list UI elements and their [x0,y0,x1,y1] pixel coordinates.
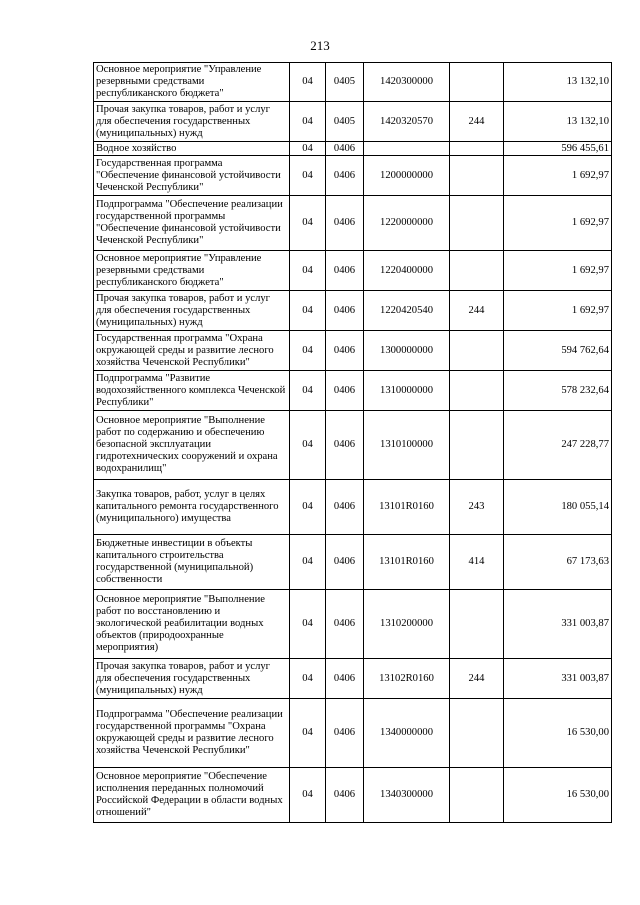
row-target-code: 1310000000 [364,371,450,411]
row-name: Основное мероприятие "Выполнение работ по восстановлению и экологической реабилитации водных объектов (природоохранные мероприятия) [94,590,290,659]
row-amount: 331 003,87 [504,590,612,659]
row-subsection-code: 0406 [326,291,364,331]
row-name: Водное хозяйство [94,142,290,156]
row-expense-type-code: 244 [450,102,504,142]
row-section-code: 04 [290,156,326,196]
budget-table-body [94,63,612,823]
row-target-code: 1220420540 [364,291,450,331]
row-name: Прочая закупка товаров, работ и услуг для обеспечения государственных (муниципальных) нужд [94,102,290,142]
row-target-code: 1310200000 [364,590,450,659]
row-target-code: 1310100000 [364,411,450,480]
row-subsection-code: 0406 [326,590,364,659]
row-amount: 13 132,10 [504,63,612,102]
table-row [94,291,612,331]
row-subsection-code: 0406 [326,196,364,251]
table-row [94,331,612,371]
row-expense-type-code: 414 [450,535,504,590]
row-section-code: 04 [290,411,326,480]
row-expense-type-code [450,251,504,291]
row-amount: 247 228,77 [504,411,612,480]
row-name: Основное мероприятие "Выполнение работ по содержанию и обеспечению безопасной эксплуатации гидротехнических сооружений и охрана водохранилищ" [94,411,290,480]
row-amount: 1 692,97 [504,291,612,331]
row-expense-type-code [450,63,504,102]
table-row [94,156,612,196]
row-expense-type-code: 244 [450,659,504,699]
row-name: Подпрограмма "Развитие водохозяйственного комплекса Чеченской Республики" [94,371,290,411]
row-target-code: 1220400000 [364,251,450,291]
row-name: Прочая закупка товаров, работ и услуг для обеспечения государственных (муниципальных) нужд [94,291,290,331]
row-section-code: 04 [290,768,326,823]
table-row [94,371,612,411]
row-expense-type-code [450,331,504,371]
row-expense-type-code [450,196,504,251]
row-amount: 1 692,97 [504,196,612,251]
row-section-code: 04 [290,535,326,590]
row-amount: 180 055,14 [504,480,612,535]
row-amount: 16 530,00 [504,699,612,768]
row-section-code: 04 [290,251,326,291]
table-row [94,590,612,659]
row-section-code: 04 [290,142,326,156]
row-target-code: 1220000000 [364,196,450,251]
row-name: Государственная программа "Обеспечение финансовой устойчивости Чеченской Республики" [94,156,290,196]
row-section-code: 04 [290,699,326,768]
row-subsection-code: 0406 [326,371,364,411]
row-subsection-code: 0406 [326,659,364,699]
row-expense-type-code [450,768,504,823]
table-row [94,196,612,251]
row-subsection-code: 0405 [326,102,364,142]
row-name: Подпрограмма "Обеспечение реализации государственной программы "Охрана окружающей среды и развитие лесного хозяйства Чеченской Республики" [94,699,290,768]
row-section-code: 04 [290,63,326,102]
row-section-code: 04 [290,480,326,535]
row-subsection-code: 0406 [326,768,364,823]
table-row [94,411,612,480]
row-section-code: 04 [290,331,326,371]
row-amount: 16 530,00 [504,768,612,823]
table-row [94,142,612,156]
table-row [94,659,612,699]
row-section-code: 04 [290,371,326,411]
row-amount: 596 455,61 [504,142,612,156]
row-section-code: 04 [290,102,326,142]
row-name: Основное мероприятие "Обеспечение исполнения переданных полномочий Российской Федерации в области водных отношений" [94,768,290,823]
page-number: 213 [310,38,330,53]
row-subsection-code: 0405 [326,63,364,102]
row-target-code: 13102R0160 [364,659,450,699]
row-amount: 1 692,97 [504,156,612,196]
row-subsection-code: 0406 [326,142,364,156]
row-name: Основное мероприятие "Управление резервными средствами республиканского бюджета" [94,251,290,291]
row-amount: 67 173,63 [504,535,612,590]
row-target-code: 13101R0160 [364,535,450,590]
row-expense-type-code [450,156,504,196]
row-target-code: 1420320570 [364,102,450,142]
row-subsection-code: 0406 [326,699,364,768]
table-row [94,251,612,291]
row-name: Прочая закупка товаров, работ и услуг для обеспечения государственных (муниципальных) нужд [94,659,290,699]
row-target-code: 1340000000 [364,699,450,768]
row-amount: 578 232,64 [504,371,612,411]
row-amount: 1 692,97 [504,251,612,291]
row-target-code: 1200000000 [364,156,450,196]
row-name: Закупка товаров, работ, услуг в целях капитального ремонта государственного (муниципального) имущества [94,480,290,535]
row-expense-type-code [450,411,504,480]
table-row [94,480,612,535]
row-expense-type-code: 244 [450,291,504,331]
row-target-code [364,142,450,156]
table-row [94,102,612,142]
table-row [94,535,612,590]
row-amount: 331 003,87 [504,659,612,699]
table-row [94,63,612,102]
row-name: Бюджетные инвестиции в объекты капитального строительства государственной (муниципальной) собственности [94,535,290,590]
row-subsection-code: 0406 [326,411,364,480]
row-name: Государственная программа "Охрана окружающей среды и развитие лесного хозяйства Чеченской Республики" [94,331,290,371]
row-subsection-code: 0406 [326,480,364,535]
row-expense-type-code: 243 [450,480,504,535]
table-row [94,699,612,768]
row-expense-type-code [450,142,504,156]
row-expense-type-code [450,699,504,768]
table-row [94,768,612,823]
row-subsection-code: 0406 [326,331,364,371]
row-target-code: 13101R0160 [364,480,450,535]
row-name: Подпрограмма "Обеспечение реализации государственной программы "Обеспечение финансовой устойчивости Чеченской Республики" [94,196,290,251]
row-expense-type-code [450,371,504,411]
row-name: Основное мероприятие "Управление резервными средствами республиканского бюджета" [94,63,290,102]
row-section-code: 04 [290,196,326,251]
row-target-code: 1300000000 [364,331,450,371]
row-subsection-code: 0406 [326,251,364,291]
row-section-code: 04 [290,659,326,699]
row-section-code: 04 [290,291,326,331]
row-target-code: 1420300000 [364,63,450,102]
row-subsection-code: 0406 [326,535,364,590]
row-target-code: 1340300000 [364,768,450,823]
row-subsection-code: 0406 [326,156,364,196]
row-section-code: 04 [290,590,326,659]
row-amount: 13 132,10 [504,102,612,142]
row-amount: 594 762,64 [504,331,612,371]
budget-table [93,62,612,823]
row-expense-type-code [450,590,504,659]
